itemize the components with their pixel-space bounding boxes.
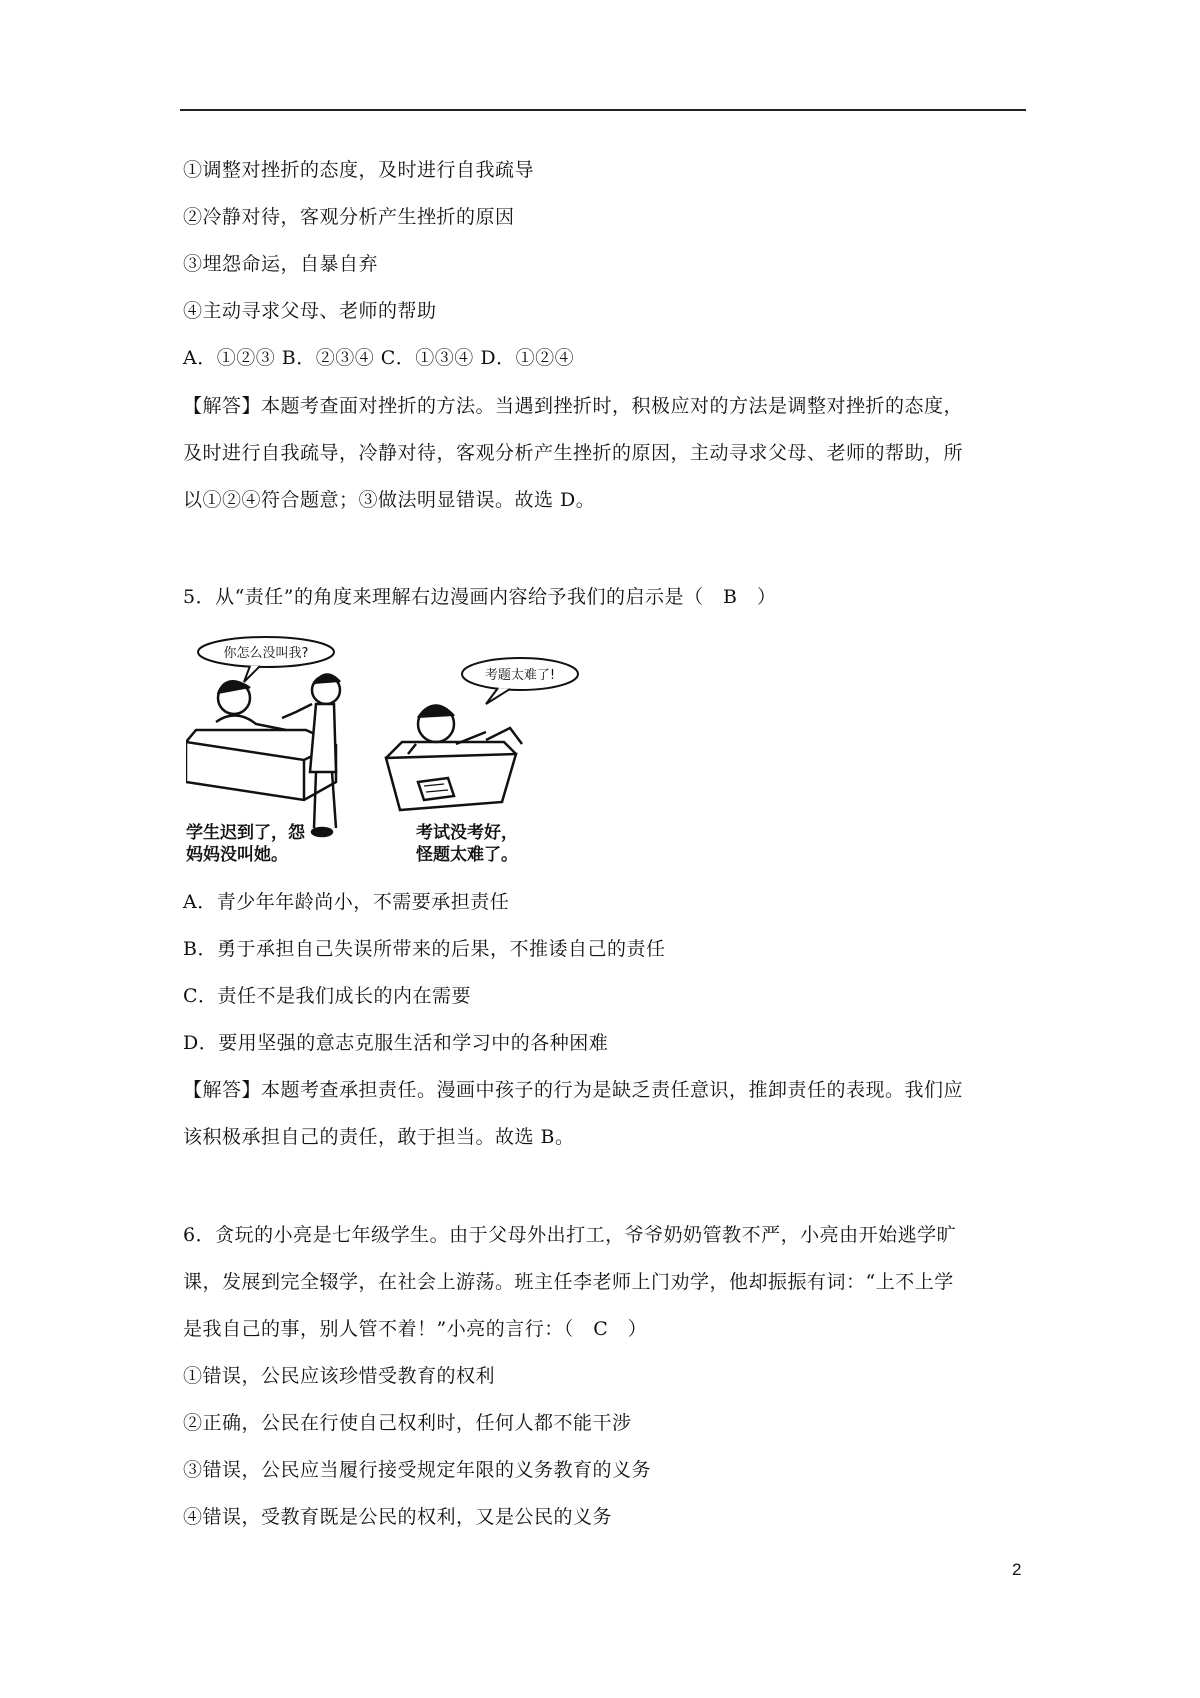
right-caption-line-2: 怪题太难了。 xyxy=(416,845,518,864)
left-bubble-text: 你怎么没叫我? xyxy=(223,646,309,661)
desk-scene xyxy=(386,705,522,810)
q5-answer-line-2: 该积极承担自己的责任，敢于担当。故选 B。 xyxy=(183,1126,575,1148)
q6-option-3: ③错误，公民应当履行接受规定年限的义务教育的义务 xyxy=(183,1459,652,1481)
q4-option-2: ②冷静对待，客观分析产生挫折的原因 xyxy=(183,206,515,228)
q6-stem-line-1: 6．贪玩的小亮是七年级学生。由于父母外出打工，爷爷奶奶管教不严，小亮由开始逃学旷 xyxy=(183,1224,957,1246)
left-caption-line-2: 妈妈没叫她。 xyxy=(186,845,288,864)
q5-stem: 5．从“责任”的角度来理解右边漫画内容给予我们的启示是（ B ） xyxy=(183,586,777,608)
q5-option-a: A．青少年年龄尚小，不需要承担责任 xyxy=(183,891,510,913)
responsibility-cartoon xyxy=(186,632,626,864)
q6-option-2: ②正确，公民在行使自己权利时，任何人都不能干涉 xyxy=(183,1412,632,1434)
q5-option-c: C．责任不是我们成长的内在需要 xyxy=(183,985,472,1007)
q5-option-b: B．勇于承担自己失误所带来的后果，不推诿自己的责任 xyxy=(183,938,666,960)
q4-option-3: ③埋怨命运，自暴自弃 xyxy=(183,253,379,275)
right-bubble-text: 考题太难了! xyxy=(484,668,556,683)
q4-answer-line-1: 【解答】本题考查面对挫折的方法。当遇到挫折时，积极应对的方法是调整对挫折的态度， xyxy=(183,395,964,417)
q4-choices: A．①②③ B．②③④ C．①③④ D．①②④ xyxy=(183,347,575,369)
page-number: 2 xyxy=(1012,1560,1022,1579)
header-rule xyxy=(180,109,1026,111)
q6-stem-line-3: 是我自己的事，别人管不着！”小亮的言行：（ C ） xyxy=(183,1318,648,1340)
q6-stem-line-2: 课，发展到完全辍学，在社会上游荡。班主任李老师上门劝学，他却振振有词：“上不上学 xyxy=(183,1271,954,1293)
q4-option-4: ④主动寻求父母、老师的帮助 xyxy=(183,300,437,322)
right-caption-line-1: 考试没考好， xyxy=(416,823,518,843)
q4-answer-line-2: 及时进行自我疏导，冷静对待，客观分析产生挫折的原因，主动寻求父母、老师的帮助，所 xyxy=(183,442,964,464)
q4-answer-line-3: 以①②④符合题意；③做法明显错误。故选 D。 xyxy=(183,489,596,511)
q6-option-4: ④错误，受教育既是公民的权利，又是公民的义务 xyxy=(183,1506,613,1528)
left-caption-line-1: 学生迟到了，怨 xyxy=(186,823,305,843)
q5-option-d: D．要用坚强的意志克服生活和学习中的各种困难 xyxy=(183,1032,609,1054)
q4-option-1: ①调整对挫折的态度，及时进行自我疏导 xyxy=(183,159,535,181)
q6-option-1: ①错误，公民应该珍惜受教育的权利 xyxy=(183,1365,496,1387)
bed-scene xyxy=(186,674,340,836)
q5-answer-line-1: 【解答】本题考查承担责任。漫画中孩子的行为是缺乏责任意识，推卸责任的表现。我们应 xyxy=(183,1079,964,1101)
